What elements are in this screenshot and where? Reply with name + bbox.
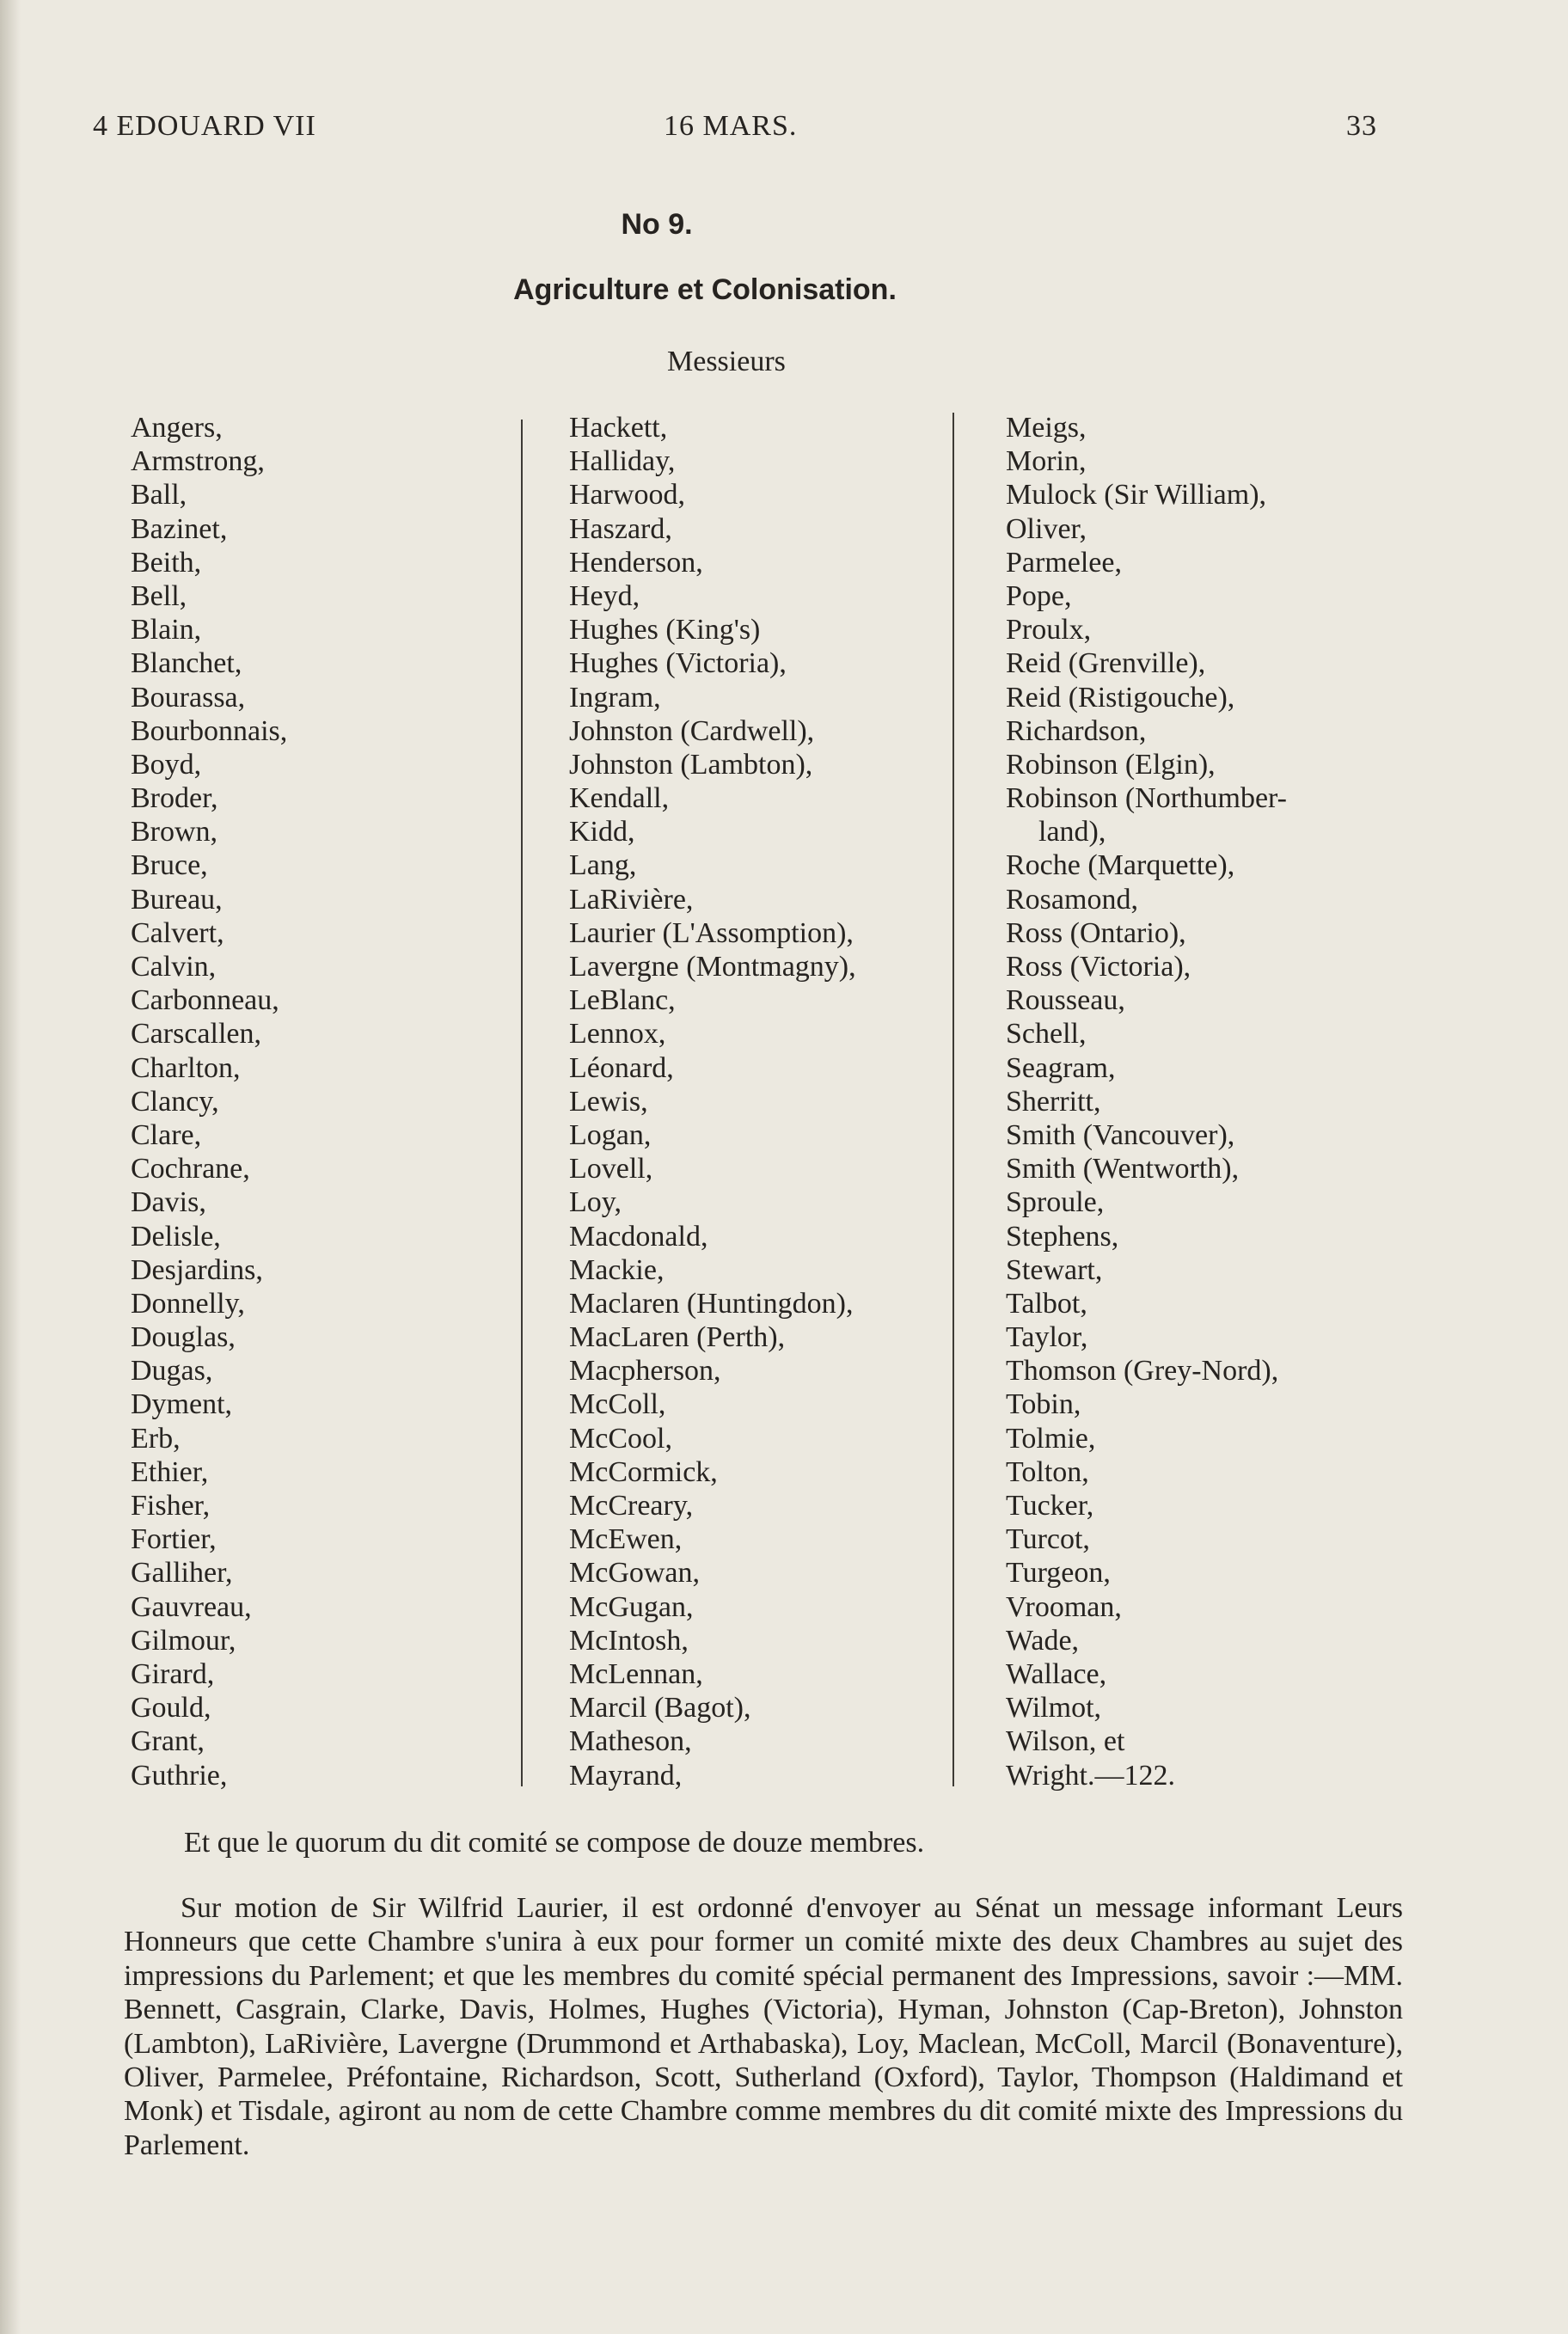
member-name: Broder,	[131, 782, 218, 815]
member-name: Matheson,	[569, 1725, 692, 1758]
quorum-paragraph: Et que le quorum du dit comité se compose de douze membres.	[184, 1827, 925, 1859]
member-name: Gilmour,	[131, 1624, 236, 1657]
member-name: Calvin,	[131, 951, 217, 983]
member-name: Lewis,	[569, 1085, 648, 1118]
member-name: Lavergne (Montmagny),	[569, 951, 856, 983]
member-name: Carbonneau,	[131, 984, 279, 1017]
member-name: Rosamond,	[1006, 883, 1138, 916]
member-name: Stewart,	[1006, 1253, 1103, 1286]
member-name: Parmelee,	[1006, 546, 1122, 579]
salutation: Messieurs	[667, 346, 786, 377]
member-name: Fisher,	[131, 1490, 211, 1522]
member-name: Erb,	[131, 1422, 181, 1455]
member-name: Guthrie,	[131, 1759, 228, 1792]
member-name: Ross (Ontario),	[1006, 916, 1186, 949]
member-name: Vrooman,	[1006, 1590, 1122, 1623]
member-name: Pope,	[1006, 579, 1072, 612]
members-column-3	[1006, 411, 1287, 1792]
member-name: Delisle,	[131, 1220, 221, 1253]
member-name: Halliday,	[569, 445, 676, 478]
member-name: Tolmie,	[1006, 1422, 1096, 1455]
member-name: Schell,	[1006, 1018, 1087, 1051]
member-name: Morin,	[1006, 445, 1087, 478]
page-number: 33	[1346, 110, 1377, 142]
member-name: Stephens,	[1006, 1220, 1119, 1253]
column-divider-1	[521, 420, 523, 1786]
member-name: Sproule,	[1006, 1186, 1105, 1219]
member-name: Davis,	[131, 1186, 206, 1219]
member-name: MacLaren (Perth),	[569, 1321, 786, 1354]
member-name: Bourbonnais,	[131, 714, 288, 747]
member-name: Bourassa,	[131, 681, 246, 714]
member-name: Tucker,	[1006, 1490, 1094, 1522]
member-name: Gould,	[131, 1692, 211, 1724]
member-name: Roche (Marquette),	[1006, 849, 1235, 882]
member-name: Léonard,	[569, 1051, 674, 1084]
member-name: Tolton,	[1006, 1455, 1089, 1488]
member-name: Wilson, et	[1006, 1725, 1125, 1758]
member-name: LaRivière,	[569, 883, 694, 916]
member-name: Ross (Victoria),	[1006, 951, 1191, 983]
member-name: Logan,	[569, 1118, 652, 1151]
member-name: Laurier (L'Assomption),	[569, 916, 854, 949]
member-name: Ingram,	[569, 681, 661, 714]
member-name: Macdonald,	[569, 1220, 708, 1253]
member-name: Boyd,	[131, 748, 202, 781]
member-name: Bazinet,	[131, 512, 228, 545]
member-name: Mulock (Sir William),	[1006, 479, 1267, 512]
member-name: Clare,	[131, 1118, 202, 1151]
member-name: Lennox,	[569, 1018, 666, 1051]
member-name: Bruce,	[131, 849, 208, 882]
member-name: Loy,	[569, 1186, 622, 1219]
member-name: Mackie,	[569, 1253, 665, 1286]
member-name: Harwood,	[569, 479, 686, 512]
member-name: McEwen,	[569, 1523, 683, 1556]
member-name: Seagram,	[1006, 1051, 1116, 1084]
member-name: Cochrane,	[131, 1153, 250, 1185]
member-name: Robinson (Northumber-	[1006, 782, 1288, 815]
member-name: Oliver,	[1006, 512, 1087, 545]
page-edge-shadow	[0, 0, 21, 2334]
header-session: 4 EDOUARD VII	[93, 110, 316, 142]
member-name: land),	[1038, 816, 1106, 848]
member-name: Ball,	[131, 479, 187, 512]
member-name: Blanchet,	[131, 647, 242, 680]
member-name: Ethier,	[131, 1455, 209, 1488]
member-name: Hughes (Victoria),	[569, 647, 787, 680]
member-name: Wilmot,	[1006, 1692, 1102, 1724]
members-column-1	[131, 411, 287, 1792]
member-name: Fortier,	[131, 1523, 217, 1556]
member-name: Smith (Vancouver),	[1006, 1118, 1235, 1151]
member-name: Calvert,	[131, 916, 224, 949]
member-name: Kidd,	[569, 816, 635, 848]
member-name: McColl,	[569, 1388, 666, 1421]
member-name: Beith,	[131, 546, 202, 579]
member-name: McIntosh,	[569, 1624, 689, 1657]
member-name: Clancy,	[131, 1085, 219, 1118]
member-name: Marcil (Bagot),	[569, 1692, 751, 1724]
member-name: Johnston (Lambton),	[569, 748, 813, 781]
member-name: Turgeon,	[1006, 1557, 1111, 1590]
member-name: Brown,	[131, 816, 218, 848]
member-name: McCreary,	[569, 1490, 694, 1522]
header-date: 16 MARS.	[664, 110, 798, 142]
member-name: LeBlanc,	[569, 984, 676, 1017]
member-name: Proulx,	[1006, 614, 1092, 646]
column-divider-2	[952, 413, 954, 1786]
member-name: Galliher,	[131, 1557, 233, 1590]
member-name: Lovell,	[569, 1153, 653, 1185]
member-name: Meigs,	[1006, 412, 1087, 444]
member-name: Blain,	[131, 614, 202, 646]
member-name: Haszard,	[569, 512, 672, 545]
member-name: McCool,	[569, 1422, 672, 1455]
member-name: Reid (Grenville),	[1006, 647, 1206, 680]
member-name: Gauvreau,	[131, 1590, 252, 1623]
member-name: Sherritt,	[1006, 1085, 1101, 1118]
member-name: Robinson (Elgin),	[1006, 748, 1216, 781]
member-name: Bureau,	[131, 883, 223, 916]
member-name: Bell,	[131, 579, 187, 612]
member-name: Charlton,	[131, 1051, 241, 1084]
member-name: Wade,	[1006, 1624, 1080, 1657]
member-name: Grant,	[131, 1725, 205, 1758]
member-name: Donnelly,	[131, 1287, 245, 1320]
member-name: Angers,	[131, 412, 223, 444]
section-number: No 9.	[621, 208, 693, 241]
member-name: Hughes (King's)	[569, 614, 761, 646]
member-name: Armstrong,	[131, 445, 265, 478]
member-name: Henderson,	[569, 546, 703, 579]
member-name: Tobin,	[1006, 1388, 1081, 1421]
member-name: Johnston (Cardwell),	[569, 714, 815, 747]
member-name: Dugas,	[131, 1355, 213, 1388]
member-name: Kendall,	[569, 782, 670, 815]
member-name: Rousseau,	[1006, 984, 1125, 1017]
motion-paragraph: Sur motion de Sir Wilfrid Laurier, il est ordonné d'envoyer au Sénat un message informant Leurs Honneurs que cette Chambre s'unira à eux pour former un comité mixte des deux Chambres au sujet des impressions du Parlement; et que les membres du comité spécial permanent des Impressions, savoir :—MM. Bennett, Casgrain, Clarke, Davis, Holmes, Hughes (Victoria), Hyman, Johnston (Cap-Breton), Johnston (Lambton), LaRivière, Lavergne (Drummond et Arthabaska), Loy, Maclean, McColl, Marcil (Bonaventure), Oliver, Parmelee, Préfontaine, Richardson, Scott, Sutherland (Oxford), Taylor, Thompson (Haldimand et Monk) et Tisdale, agiront au nom de cette Chambre comme membres du dit comité mixte des Impressions du Parlement.	[124, 1892, 1403, 2161]
member-name: McGugan,	[569, 1590, 694, 1623]
member-name: Macpherson,	[569, 1355, 721, 1388]
member-name: Desjardins,	[131, 1253, 263, 1286]
member-name: Carscallen,	[131, 1018, 261, 1051]
member-name: Douglas,	[131, 1321, 236, 1354]
committee-title: Agriculture et Colonisation.	[513, 273, 897, 306]
member-name: Thomson (Grey-Nord),	[1006, 1355, 1279, 1388]
member-name: Dyment,	[131, 1388, 233, 1421]
member-name: Hackett,	[569, 412, 668, 444]
member-name: Richardson,	[1006, 714, 1147, 747]
member-name: Reid (Ristigouche),	[1006, 681, 1235, 714]
members-column-2	[569, 411, 856, 1792]
member-name: Lang,	[569, 849, 637, 882]
member-name: McCormick,	[569, 1455, 718, 1488]
member-name: Talbot,	[1006, 1287, 1087, 1320]
member-name: McGowan,	[569, 1557, 701, 1590]
member-name: Turcot,	[1006, 1523, 1090, 1556]
member-name: Smith (Wentworth),	[1006, 1153, 1240, 1185]
member-name: Heyd,	[569, 579, 640, 612]
member-name: Wright.—122.	[1006, 1759, 1175, 1792]
member-name: Girard,	[131, 1657, 215, 1690]
member-name: Maclaren (Huntingdon),	[569, 1287, 854, 1320]
member-name: McLennan,	[569, 1657, 703, 1690]
member-name: Mayrand,	[569, 1759, 683, 1792]
member-name: Wallace,	[1006, 1657, 1107, 1690]
member-name: Taylor,	[1006, 1321, 1088, 1354]
